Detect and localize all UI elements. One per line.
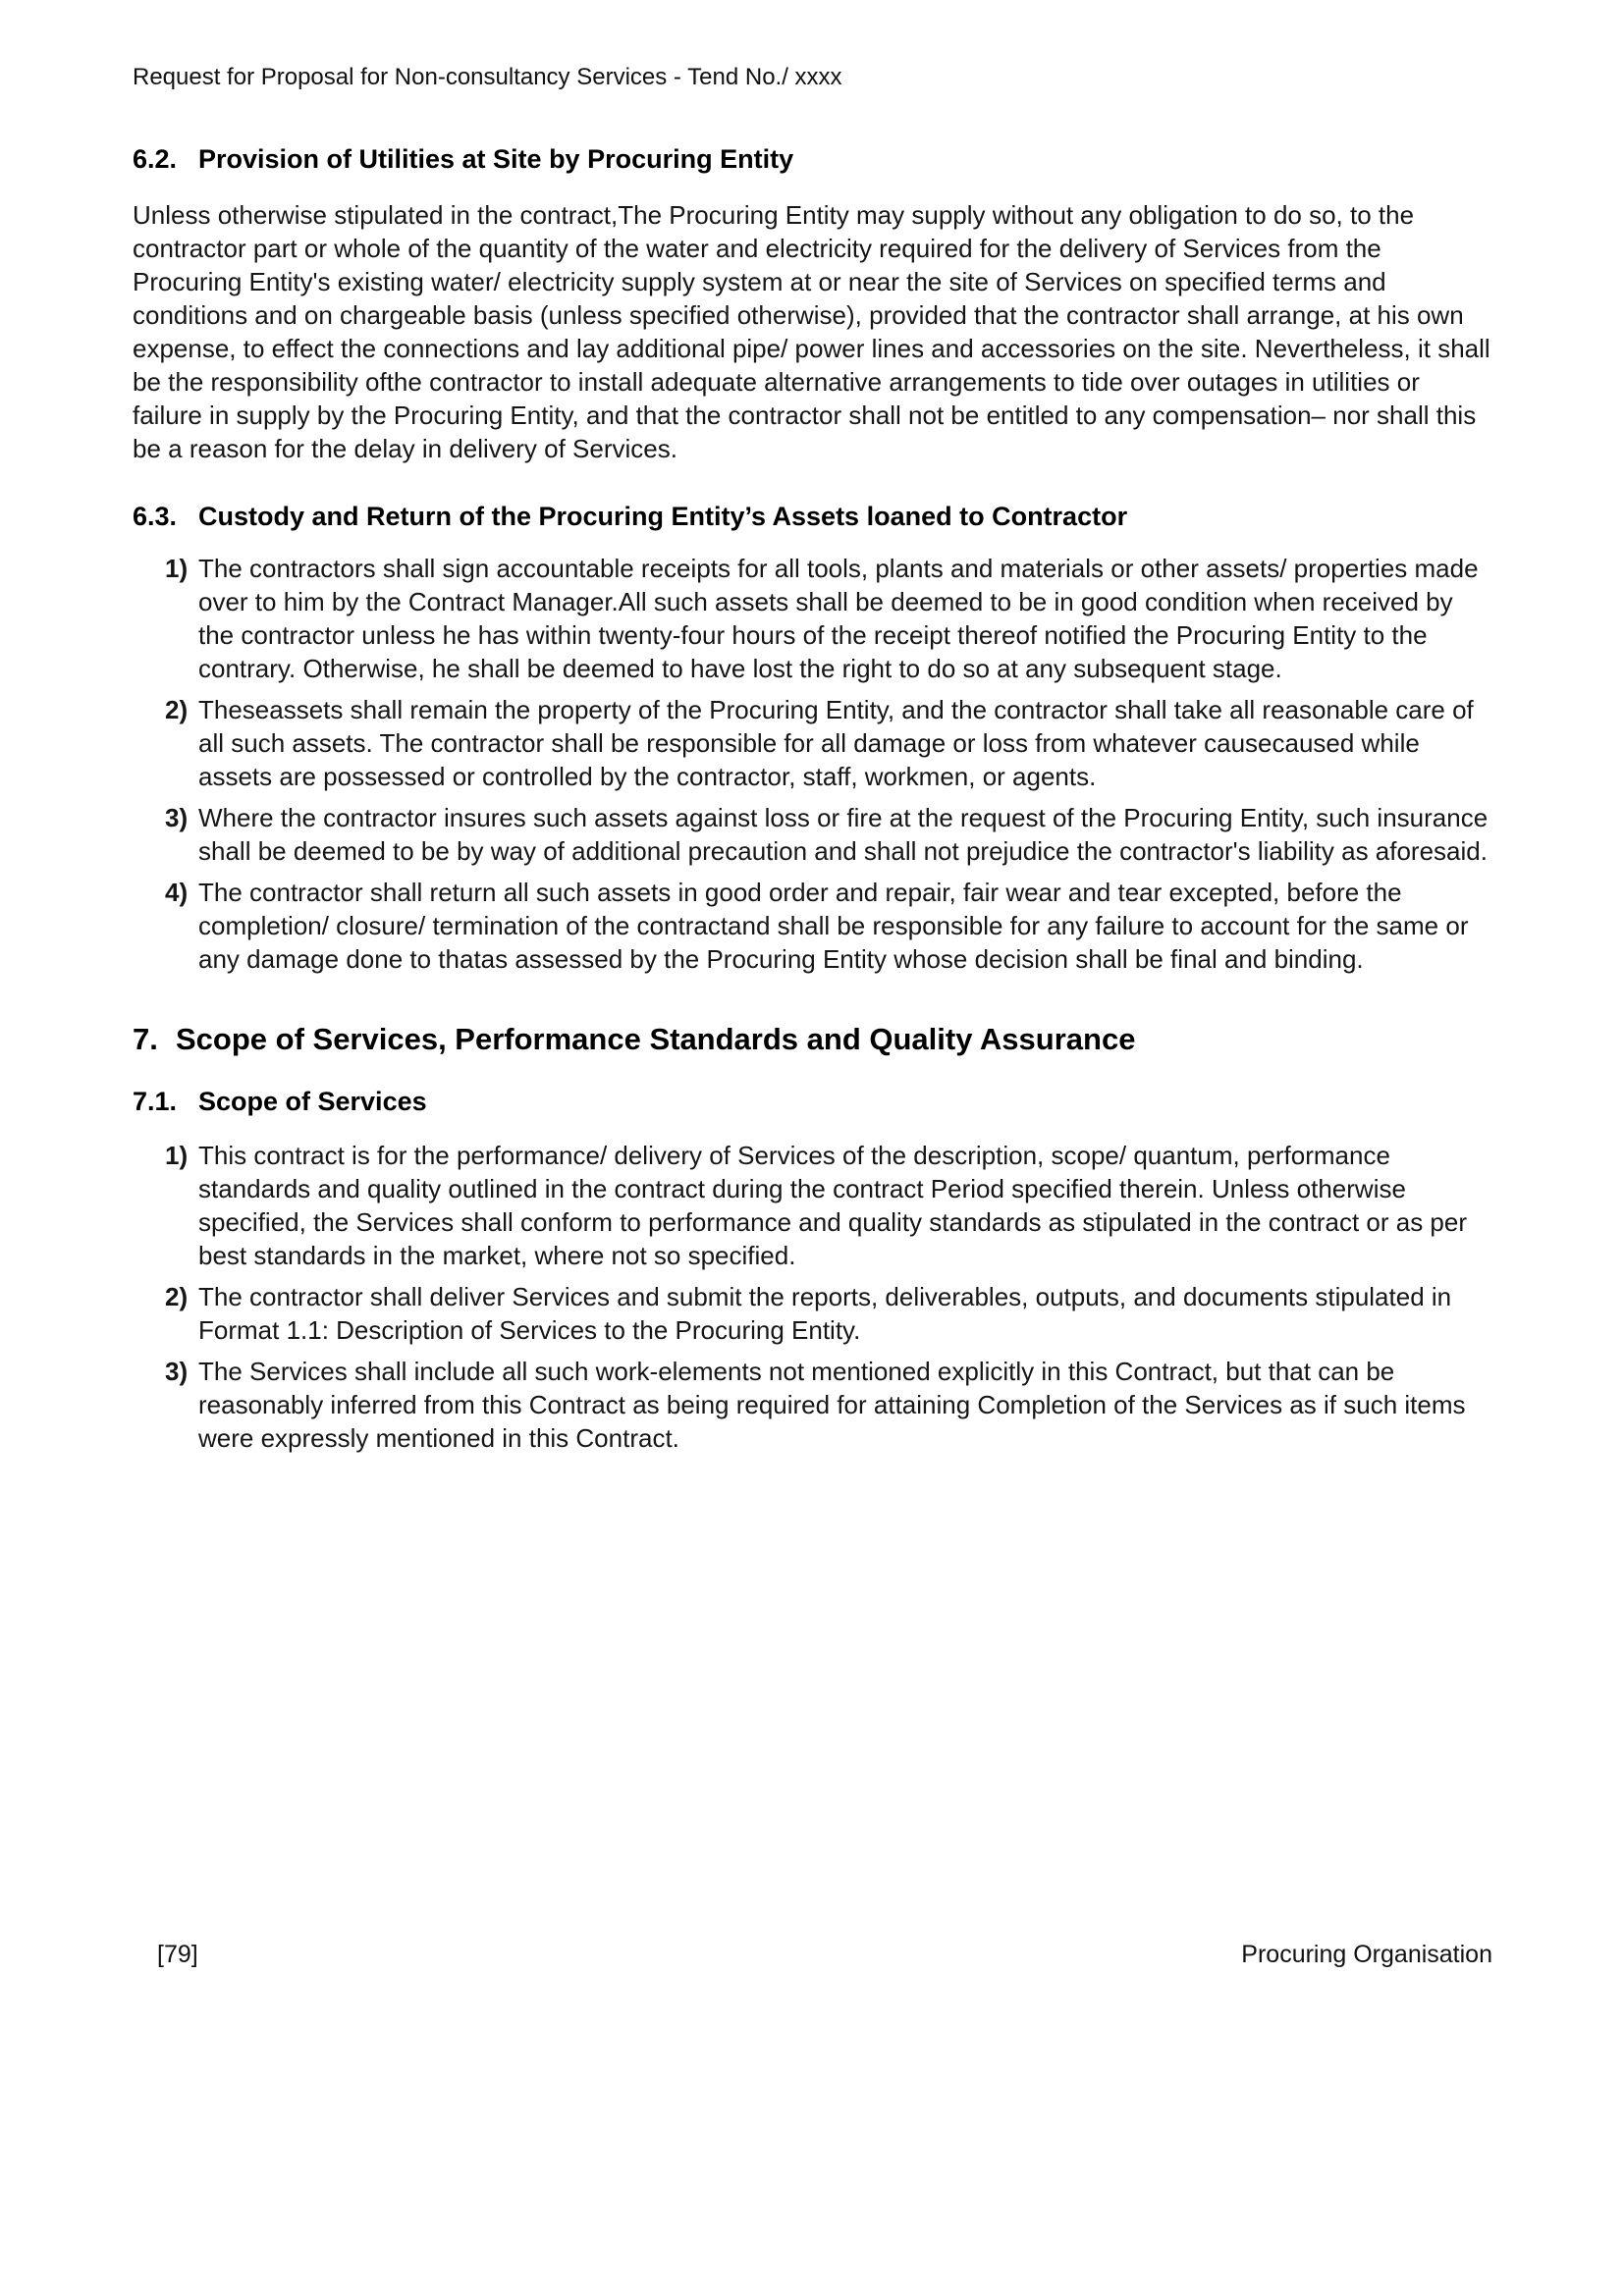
list-item — [133, 1280, 1492, 1347]
list-item-number: 1) — [165, 1141, 189, 1170]
list-item-number: 2) — [165, 695, 189, 724]
list-item — [133, 693, 1492, 793]
list-item-number: 1) — [165, 554, 189, 583]
section-7-1-list — [133, 1139, 1492, 1455]
section-6-2-title: Provision of Utilities at Site by Procuring Entity — [198, 144, 794, 174]
section-6-3-heading — [133, 499, 1492, 534]
section-6-3-list — [133, 552, 1492, 976]
section-7-number: 7. — [133, 1022, 158, 1056]
list-item-number: 2) — [165, 1282, 189, 1311]
section-7-1-title: Scope of Services — [198, 1087, 427, 1116]
section-6-3-title: Custody and Return of the Procuring Entity’s Assets loaned to Contractor — [198, 502, 1128, 531]
section-6-3-number: 6.3. — [133, 502, 178, 531]
list-item — [133, 552, 1492, 685]
document-content — [133, 128, 1492, 1455]
list-item — [133, 876, 1492, 976]
section-7-title: Scope of Services, Performance Standards and Quality Assurance — [176, 1022, 1136, 1056]
list-item — [133, 1139, 1492, 1272]
list-item-number: 3) — [165, 1357, 189, 1386]
list-item-text: Theseassets shall remain the property of the Procuring Entity, and the contractor shall take all reasonable care of all such assets. The contractor shall be responsible for all damage or loss from whatever causecaused while assets are possessed or controlled by the contractor, staff, workmen, or agents. — [198, 695, 1474, 791]
list-item — [133, 1355, 1492, 1455]
list-item — [133, 801, 1492, 868]
list-item-text: The Services shall include all such work-elements not mentioned explicitly in this Contract, but that can be reasonably inferred from this Contract as being required for attaining Completion of the Services as if such items were expressly mentioned in this Contract. — [198, 1357, 1466, 1453]
list-item-text: Where the contractor insures such assets against loss or fire at the request of the Procuring Entity, such insurance shall be deemed to be by way of additional precaution and shall not prejudice the contractor's liability as aforesaid. — [198, 803, 1489, 866]
section-6-2-heading — [133, 141, 1492, 177]
footer-organisation: Procuring Organisation — [1241, 1941, 1492, 1968]
section-7-heading — [133, 1019, 1492, 1060]
list-item-text: The contractor shall deliver Services and submit the reports, deliverables, outputs, and documents stipulated in Format 1.1: Description of Services to the Procuring Entity. — [198, 1282, 1452, 1345]
list-item-text: This contract is for the performance/ delivery of Services of the description, scope/ quantum, performance standards and quality outlined in the contract during the contract Period specified therein. Unless otherwise specified, the Services shall conform to performance and quality standards as stipulated in the contract or as per best standards in the market, where not so specified. — [198, 1141, 1468, 1270]
list-item-number: 4) — [165, 878, 189, 907]
section-7-1-number: 7.1. — [133, 1087, 178, 1116]
page-header — [133, 63, 1492, 92]
list-item-text: The contractors shall sign accountable receipts for all tools, plants and materials or other assets/ properties made over to him by the Contract Manager.All such assets shall be deemed to be in good condition when received by the contractor unless he has within twenty-four hours of the receipt thereof notified the Procuring Entity to the contrary. Otherwise, he shall be deemed to have lost the right to do so at any subsequent stage. — [198, 554, 1479, 683]
footer-page-number: [79] — [157, 1941, 198, 1968]
list-item-number: 3) — [165, 803, 189, 832]
section-7-1-heading — [133, 1084, 1492, 1119]
section-6-2-paragraph: Unless otherwise stipulated in the contract,The Procuring Entity may supply without any obligation to do so, to the contractor part or whole of the quantity of the water and electricity required for the delivery of Services from the Procuring Entity's existing water/ electricity supply system at or near the site of Services on specified terms and conditions and on chargeable basis (unless specified otherwise), provided that the contractor shall arrange, at his own expense, to effect the connections and lay additional pipe/ power lines and accessories on the site. Nevertheless, it shall be the responsibility ofthe contractor to install adequate alternative arrangements to tide over outages in utilities or failure in supply by the Procuring Entity, and that the contractor shall not be entitled to any compensation– nor shall this be a reason for the delay in delivery of Services. — [133, 200, 1490, 463]
list-item-text: The contractor shall return all such assets in good order and repair, fair wear and tear excepted, before the completion/ closure/ termination of the contractand shall be responsible for any failure to account for the same or any damage done to thatas assessed by the Procuring Entity whose decision shall be final and binding. — [198, 878, 1469, 974]
header-title: Request for Proposal for Non-consultancy Services - Tend No./ xxxx — [133, 64, 842, 90]
section-6-2-number: 6.2. — [133, 144, 178, 174]
page-footer — [157, 1939, 1492, 1970]
